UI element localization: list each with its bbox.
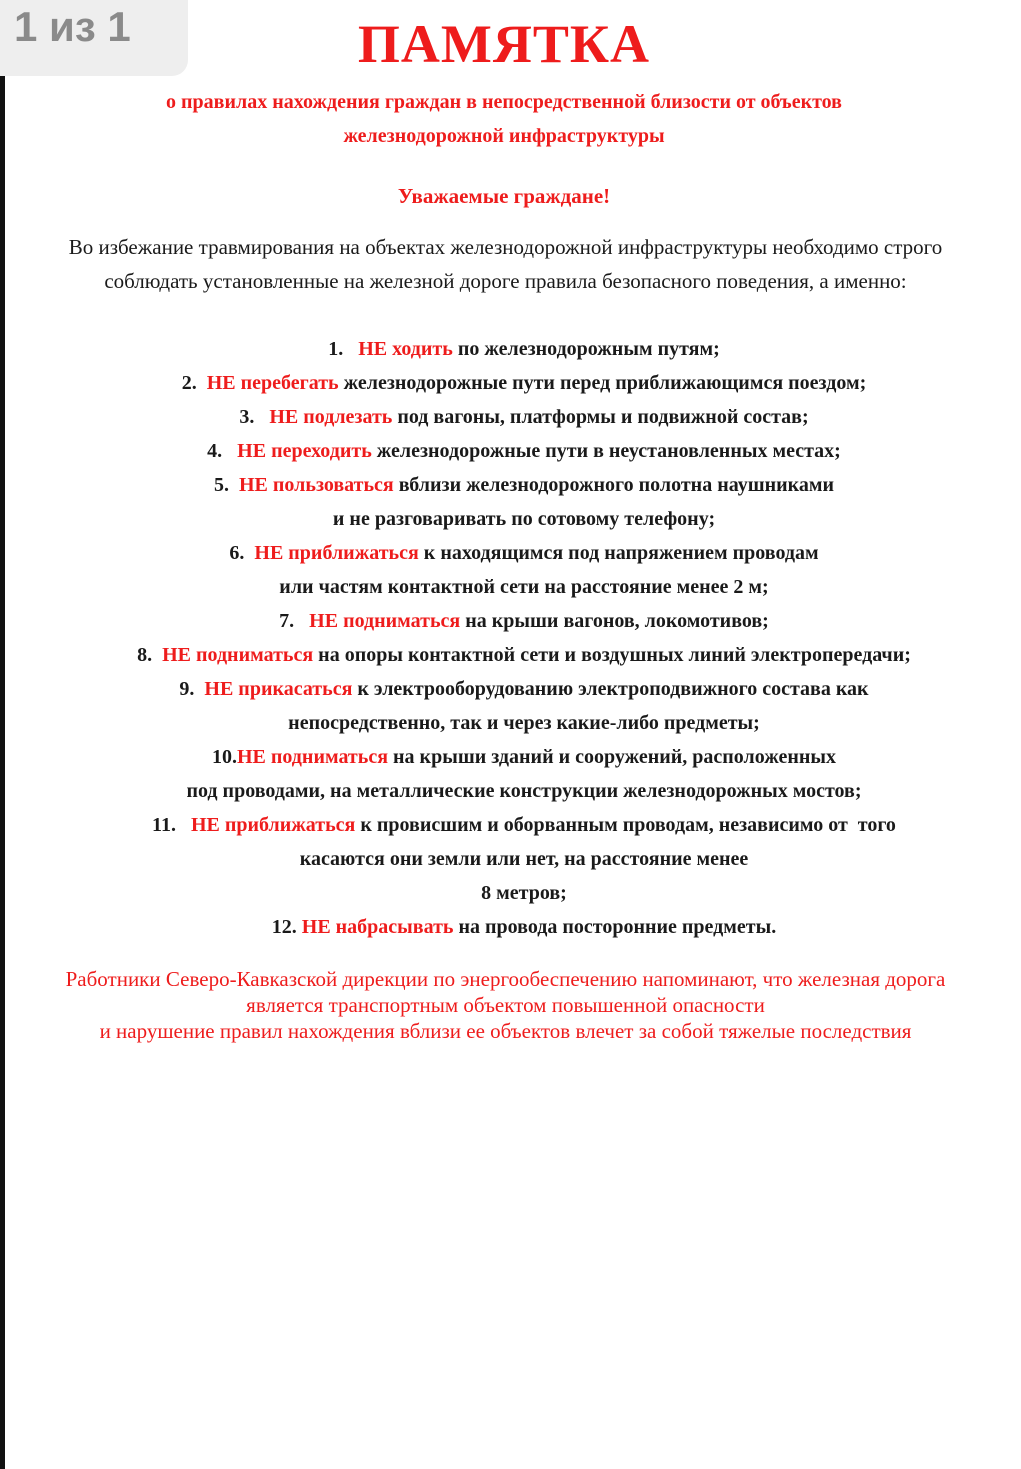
rule-item: [0, 332, 1021, 366]
rule-number: 11.: [152, 814, 176, 836]
rule-separator: [152, 644, 162, 666]
rule-text: под проводами, на металлические конструкции железнодорожных мостов;: [186, 780, 862, 802]
rule-line: [0, 366, 1021, 400]
rule-number: 5.: [213, 474, 229, 496]
rule-separator: [254, 406, 269, 428]
rule-line: [0, 672, 1021, 706]
subtitle-line: железнодорожной инфраструктуры: [343, 125, 665, 147]
rule-prohibition: НЕ пользоваться: [238, 474, 394, 496]
rules-list: [0, 332, 1021, 944]
greeting: Уважаемые граждане!: [397, 184, 611, 208]
rule-prohibition: НЕ подниматься: [162, 644, 314, 666]
rule-prohibition: НЕ приближаться: [190, 814, 356, 836]
rule-number: 4.: [207, 440, 223, 462]
rule-line: [0, 910, 1021, 944]
rule-text: к находящимся под напряжением проводам: [418, 542, 819, 564]
rule-text: на крыши вагонов, локомотивов;: [460, 610, 769, 632]
rule-text: к электрооборудованию электроподвижного состава как: [352, 678, 869, 700]
rule-text: на опоры контактной сети и воздушных линий электропередачи;: [313, 644, 911, 666]
rule-line: [0, 740, 1021, 774]
rule-text: на провода посторонние предметы.: [453, 916, 777, 938]
rule-line: [0, 536, 1021, 570]
rule-prohibition: НЕ приближаться: [254, 542, 419, 564]
rule-separator: [197, 372, 207, 394]
rule-number: 2.: [181, 372, 197, 394]
rule-line: [0, 468, 1021, 502]
rule-prohibition: НЕ прикасаться: [204, 678, 353, 700]
rule-number: 7.: [279, 610, 295, 632]
rule-line: [0, 604, 1021, 638]
rule-item: [0, 536, 1021, 604]
rule-number: 3.: [239, 406, 255, 428]
rule-text: и не разговаривать по сотовому телефону;: [332, 508, 716, 530]
rule-separator: [176, 814, 191, 836]
rule-line: [0, 502, 1021, 536]
rule-item: [0, 740, 1021, 808]
rule-prohibition: НЕ перебегать: [206, 372, 339, 394]
rule-line: [0, 808, 1021, 842]
rule-text: непосредственно, так и через какие-либо предметы;: [288, 712, 760, 734]
rule-number: 9.: [179, 678, 195, 700]
rule-prohibition: НЕ подниматься: [236, 746, 389, 768]
rule-text: железнодорожные пути перед приближающимся поездом;: [338, 372, 867, 394]
rule-text: на крыши зданий и сооружений, расположенных: [388, 746, 837, 768]
rule-separator: [222, 440, 237, 462]
rule-prohibition: НЕ ходить: [358, 338, 453, 360]
rule-prohibition: НЕ подлезать: [269, 406, 393, 428]
intro-line: соблюдать установленные на железной дороге правила безопасного поведения, а именно:: [104, 269, 907, 293]
rule-item: [0, 366, 1021, 400]
rule-item: [0, 672, 1021, 740]
rule-item: [0, 638, 1021, 672]
rule-text: железнодорожные пути в неустановленных местах;: [371, 440, 841, 462]
rule-prohibition: НЕ набрасывать: [301, 916, 454, 938]
document-subtitle: [0, 85, 1008, 153]
rule-line: [0, 400, 1021, 434]
rule-number: 10.: [211, 746, 237, 768]
rule-text: вблизи железнодорожного полотна наушниками: [393, 474, 835, 496]
rule-line: [0, 706, 1021, 740]
rule-separator: [343, 338, 358, 360]
rule-item: [0, 468, 1021, 536]
rule-text: по железнодорожным путям;: [452, 338, 720, 360]
rule-text: касаются они земли или нет, на расстояние менее: [299, 848, 749, 870]
rule-text: 8 метров;: [481, 882, 567, 904]
intro-paragraph: [18, 230, 993, 298]
rule-line: [0, 774, 1021, 808]
footer-line: и нарушение правил нахождения вблизи ее объектов влечет за собой тяжелые последствия: [99, 1019, 912, 1043]
footer-line: Работники Северо-Кавказской дирекции по энергообеспечению напоминают, что железная дорога: [65, 967, 946, 991]
rule-line: [0, 876, 1021, 910]
rule-separator: [229, 474, 239, 496]
intro-line: Во избежание травмирования на объектах железнодорожной инфраструктуры необходимо строго: [68, 235, 943, 259]
footer-warning: [18, 966, 993, 1044]
rule-separator: [244, 542, 254, 564]
footer-line: является транспортным объектом повышенной опасности: [246, 993, 765, 1017]
rule-item: [0, 910, 1021, 944]
rule-number: 1.: [328, 338, 344, 360]
rule-number: 12.: [271, 916, 297, 938]
rule-line: [0, 842, 1021, 876]
rule-line: [0, 332, 1021, 366]
rule-prohibition: НЕ подниматься: [309, 610, 461, 632]
rule-number: 6.: [229, 542, 245, 564]
rule-line: [0, 434, 1021, 468]
subtitle-line: о правилах нахождения граждан в непосредственной близости от объектов: [166, 91, 842, 113]
rule-line: [0, 638, 1021, 672]
rule-separator: [294, 610, 309, 632]
rule-text: или частям контактной сети на расстояние менее 2 м;: [279, 576, 769, 598]
rule-item: [0, 604, 1021, 638]
rule-prohibition: НЕ переходить: [237, 440, 372, 462]
rule-item: [0, 808, 1021, 910]
document-title: ПАМЯТКА: [357, 14, 651, 74]
page-counter: 1 из 1: [0, 0, 188, 76]
rule-number: 8.: [137, 644, 153, 666]
rule-text: к провисшим и оборванным проводам, независимо от того: [355, 814, 896, 836]
rule-text: под вагоны, платформы и подвижной состав;: [392, 406, 809, 428]
rule-separator: [194, 678, 204, 700]
rule-line: [0, 570, 1021, 604]
rule-item: [0, 400, 1021, 434]
rule-item: [0, 434, 1021, 468]
